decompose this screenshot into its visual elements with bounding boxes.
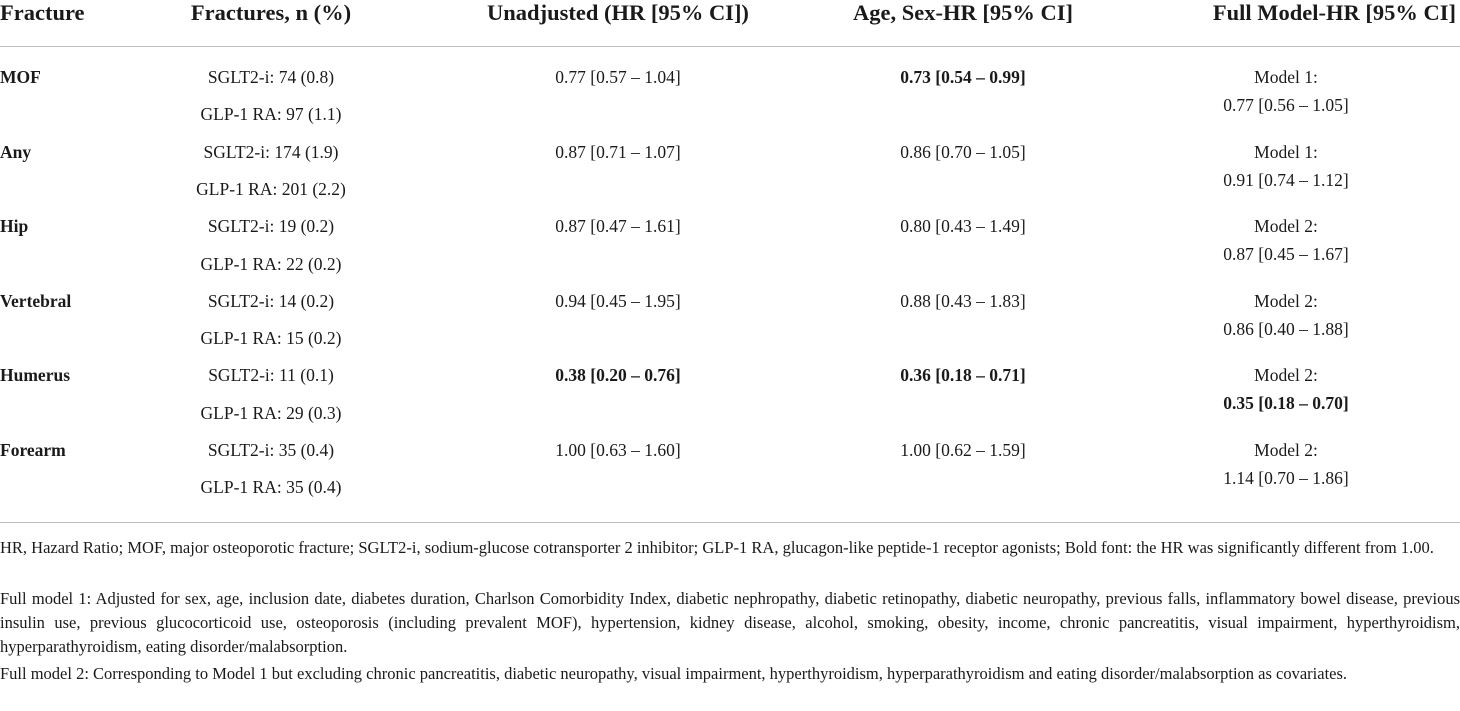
footnote-abbreviations: HR, Hazard Ratio; MOF, major osteoporotic fracture; SGLT2-i, sodium-glucose cotransporter 2 inhibitor; GLP-1 RA, glucagon-like peptide-1 receptor agonists; Bold font: the HR was significantly different from 1.00.: [0, 538, 1434, 557]
full-model-name: Model 2:: [1254, 216, 1318, 237]
glp1-count: GLP-1 RA: 22 (0.2): [200, 253, 342, 274]
header-rule: [0, 46, 1460, 47]
sglt2-count: SGLT2-i: 74 (0.8): [207, 67, 335, 87]
header-fractures-count: Fractures, n (%): [190, 0, 352, 25]
fracture-type: Any: [0, 141, 32, 162]
fracture-type: Vertebral: [0, 290, 72, 311]
full-model-hr: 0.86 [0.40 – 1.88]: [1223, 318, 1349, 339]
fracture-type: Humerus: [0, 365, 70, 386]
glp1-count: GLP-1 RA: 15 (0.2): [200, 328, 342, 349]
unadjusted-hr: 0.94 [0.45 – 1.95]: [555, 290, 681, 311]
glp1-count: GLP-1 RA: 29 (0.3): [200, 402, 342, 423]
unadjusted-hr: 0.38 [0.20 – 0.76]: [555, 365, 681, 386]
sglt2-count: SGLT2-i: 11 (0.1): [208, 365, 334, 386]
footnote-model-2: Full model 2: Corresponding to Model 1 but excluding chronic pancreatitis, diabetic neuropathy, visual impairment, hyperthyroidism, hyperparathyroidism and eating disorder/malabsorption as covariates.: [0, 664, 1348, 683]
age-sex-hr: 0.36 [0.18 – 0.71]: [900, 365, 1026, 386]
fracture-type: Hip: [0, 216, 29, 237]
full-model-hr: 0.35 [0.18 – 0.70]: [1223, 393, 1349, 414]
sglt2-count: SGLT2-i: 174 (1.9): [203, 141, 339, 162]
full-model-hr: 0.91 [0.74 – 1.12]: [1223, 169, 1349, 190]
full-model-name: Model 2:: [1254, 290, 1318, 311]
header-unadjusted-hr: Unadjusted (HR [95% CI]): [487, 0, 749, 25]
header-age-sex-hr: Age, Sex-HR [95% CI]: [853, 0, 1073, 25]
fracture-type: Forearm: [0, 440, 66, 460]
age-sex-hr: 0.86 [0.70 – 1.05]: [900, 141, 1026, 162]
full-model-name: Model 2:: [1254, 440, 1318, 460]
glp1-count: GLP-1 RA: 201 (2.2): [196, 178, 346, 199]
full-model-name: Model 1:: [1254, 141, 1318, 162]
sglt2-count: SGLT2-i: 35 (0.4): [207, 440, 335, 460]
sglt2-count: SGLT2-i: 14 (0.2): [207, 290, 335, 311]
age-sex-hr: 0.80 [0.43 – 1.49]: [900, 216, 1026, 237]
full-model-name: Model 2:: [1254, 365, 1318, 386]
full-model-hr: 0.87 [0.45 – 1.67]: [1223, 244, 1349, 265]
age-sex-hr: 1.00 [0.62 – 1.59]: [900, 440, 1026, 460]
fracture-type: MOF: [0, 67, 41, 87]
header-full-model-hr: Full Model-HR [95% CI]: [1212, 0, 1456, 25]
sglt2-count: SGLT2-i: 19 (0.2): [207, 216, 335, 237]
table-bottom-rule: [0, 522, 1460, 523]
age-sex-hr: 0.73 [0.54 – 0.99]: [900, 67, 1026, 87]
glp1-count: GLP-1 RA: 97 (1.1): [200, 104, 342, 125]
header-fracture: Fracture: [0, 0, 85, 25]
unadjusted-hr: 1.00 [0.63 – 1.60]: [555, 440, 681, 460]
full-model-name: Model 1:: [1254, 67, 1318, 87]
age-sex-hr: 0.88 [0.43 – 1.83]: [900, 290, 1026, 311]
unadjusted-hr: 0.77 [0.57 – 1.04]: [555, 67, 681, 87]
unadjusted-hr: 0.87 [0.71 – 1.07]: [555, 141, 681, 162]
unadjusted-hr: 0.87 [0.47 – 1.61]: [555, 216, 681, 237]
footnote-model-1: Full model 1: Adjusted for sex, age, inclusion date, diabetes duration, Charlson Comorbidity Index, diabetic nephropathy, diabetic retinopathy, diabetic neuropathy, previous falls, inflammatory bowel disease, previous insulin use, previous glucocorticoid use, osteoporosis (including prevalent MOF), hypertension, kidney disease, alcohol, smoking, obesity, income, chronic pancreatitis, visual impairment, hyperthyroidism, hyperparathyroidism, eating disorder/malabsorption.: [0, 589, 1460, 656]
glp1-count: GLP-1 RA: 35 (0.4): [200, 477, 342, 498]
full-model-hr: 1.14 [0.70 – 1.86]: [1223, 468, 1349, 488]
full-model-hr: 0.77 [0.56 – 1.05]: [1223, 95, 1349, 115]
